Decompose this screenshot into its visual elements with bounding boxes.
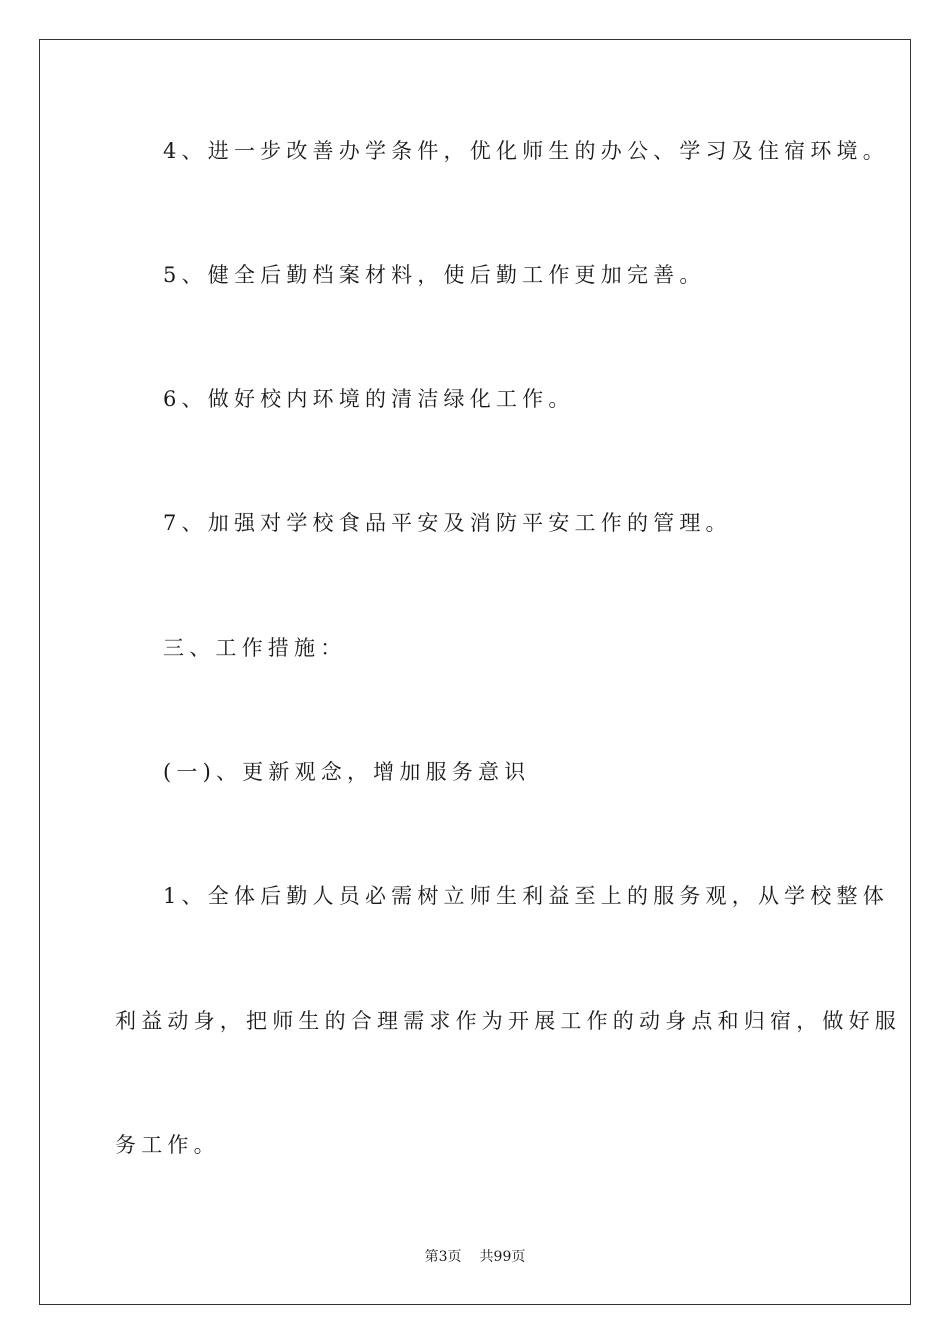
paragraph-line: 7、加强对学校食品平安及消防平安工作的管理。 [163, 511, 732, 535]
subsection-heading: (一)、更新观念，增加服务意识 [163, 760, 531, 784]
paragraph-line: 利益动身，把师生的合理需求作为开展工作的动身点和归宿，做好服 [115, 1009, 901, 1033]
page-total: 共99页 [479, 1249, 526, 1265]
section-heading: 三、工作措施： [163, 636, 347, 660]
page-number: 第3页 [424, 1249, 462, 1265]
paragraph-line: 1、全体后勤人员必需树立师生利益至上的服务观，从学校整体 [163, 884, 889, 908]
page-footer [0, 1248, 950, 1266]
paragraph-line: 6、做好校内环境的清洁绿化工作。 [163, 387, 575, 411]
page-frame [39, 39, 911, 1305]
paragraph-line: 4、进一步改善办学条件，优化师生的办公、学习及住宿环境。 [163, 139, 889, 163]
paragraph-line: 5、健全后勤档案材料，使后勤工作更加完善。 [163, 263, 706, 287]
paragraph-line: 务工作。 [115, 1133, 220, 1157]
